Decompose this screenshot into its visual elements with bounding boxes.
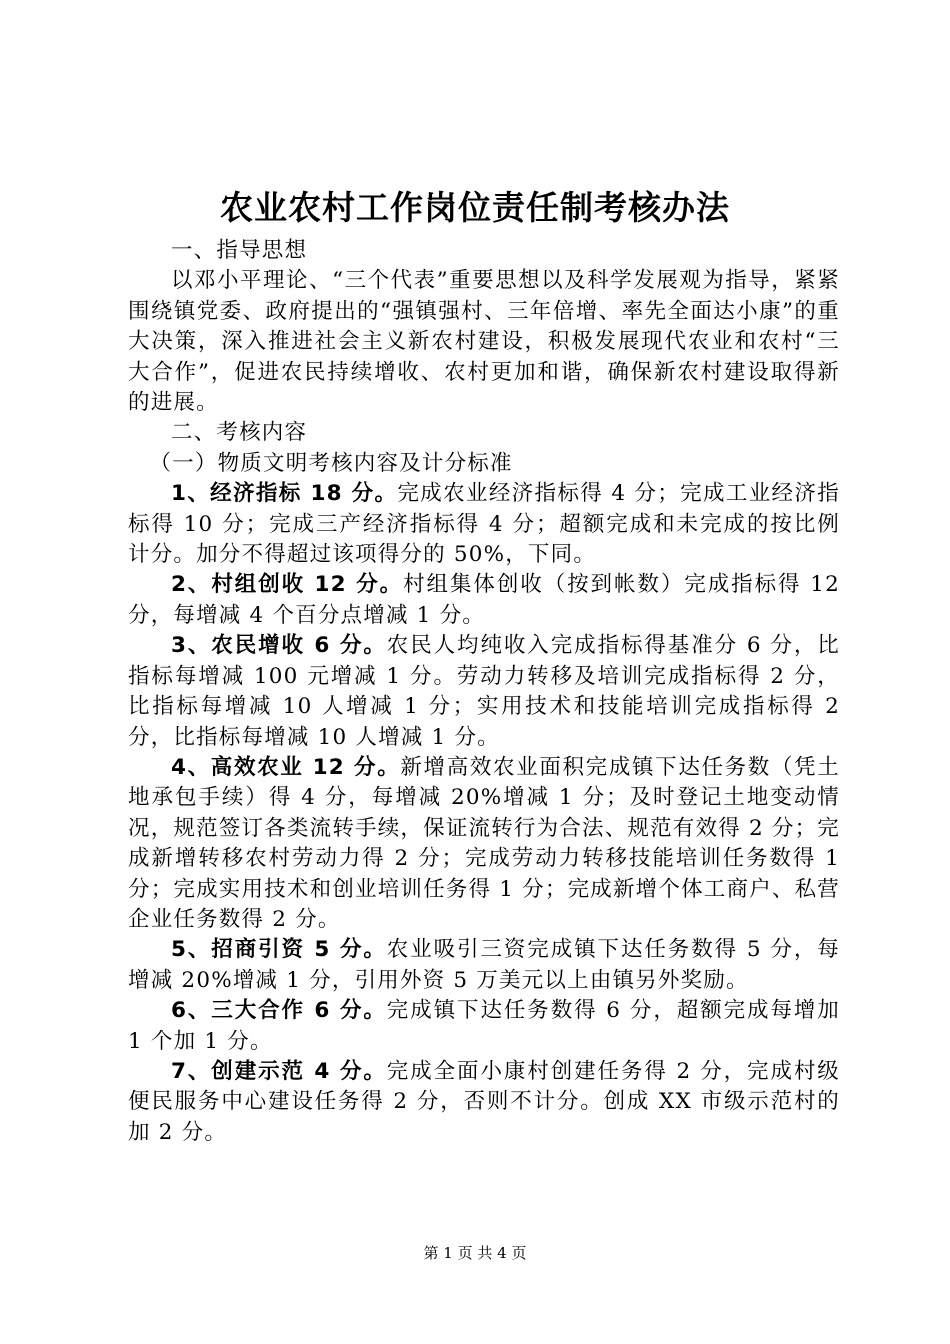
assessment-item-village-income [128,570,840,631]
document-body [128,236,840,1148]
subsection-heading-material-civilization: （一）物质文明考核内容及计分标准 [149,450,513,476]
item-text: 完成镇下达任务数得 6 分，超额完成每增加 1 个加 1 分。 [128,998,840,1054]
item-lead: 6、三大合作 6 分。 [171,998,387,1024]
assessment-item-investment-attraction [128,935,840,996]
section-heading-assessment-content: 二、考核内容 [171,420,308,446]
item-lead: 5、招商引资 5 分。 [171,937,387,963]
item-lead: 7、创建示范 4 分。 [171,1058,387,1084]
item-text: 农业吸引三资完成镇下达任务数得 5 分，每增减 20%增减 1 分，引用外资 5 万美元以上由镇另外奖励。 [128,937,840,993]
assessment-item-three-cooperations [128,996,840,1057]
item-text: 农民人均纯收入完成指标得基准分 6 分，比指标每增减 100 元增减 1 分。劳动力转移及培训完成指标得 2 分，比指标每增减 10 人增减 1 分；实用技术和技能培训完成指标得 2 分，比指标每增减 10 人增减 1 分。 [128,633,840,750]
item-lead: 4、高效农业 12 分。 [171,754,401,780]
assessment-item-economic-indicators [128,479,840,570]
section-paragraph-guiding-ideology: 以邓小平理论、“三个代表”重要思想以及科学发展观为指导，紧紧围绕镇党委、政府提出的“强镇强村、三年倍增、率先全面达小康”的重大决策，深入推进社会主义新农村建设，积极发展现代农业和农村“三大合作”，促进农民持续增收、农村更加和谐，确保新农村建设取得新的进展。 [128,268,840,416]
item-lead: 2、村组创收 12 分。 [171,572,404,598]
item-lead: 3、农民增收 6 分。 [171,633,387,659]
item-text: 完成农业经济指标得 4 分；完成工业经济指标得 10 分；完成三产经济指标得 4 分；超额完成和未完成的按比例计分。加分不得超过该项得分的 50%，下同。 [128,481,840,568]
assessment-item-farmer-income [128,631,840,753]
assessment-item-efficient-agriculture [128,753,840,935]
document-title: 农业农村工作岗位责任制考核办法 [220,188,730,227]
assessment-item-demonstration [128,1057,840,1148]
section-heading-guiding-ideology: 一、指导思想 [171,238,308,263]
page-footer: 第 1 页 共 4 页 [423,1244,527,1262]
item-lead: 1、经济指标 18 分。 [171,481,398,507]
item-text: 村组集体创收（按到帐数）完成指标得 12 分，每增减 4 个百分点增减 1 分。 [128,572,840,628]
item-text: 新增高效农业面积完成镇下达任务数（凭土地承包手续）得 4 分，每增减 20%增减 1 分；及时登记土地变动情况，规范签订各类流转手续，保证流转行为合法、规范有效得 2 分；完成新增转移农村劳动力得 2 分；完成劳动力转移技能培训任务数得 1 分；完成实用技术和创业培训任务得 1 分；完成新增个体工商户、私营企业任务数得 2 分。 [128,754,840,932]
item-text: 完成全面小康村创建任务得 2 分，完成村级便民服务中心建设任务得 2 分，否则不计分。创成 XX 市级示范村的加 2 分。 [128,1058,840,1145]
